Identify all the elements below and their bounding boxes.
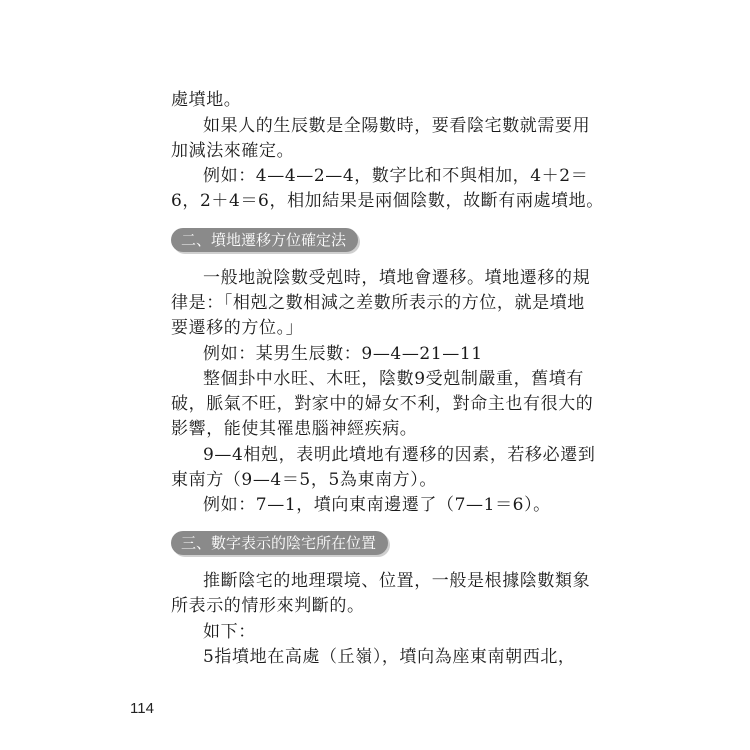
text-line: 要遷移的方位。」 xyxy=(171,318,304,338)
text-line: 東南方（9—4＝5，5為東南方）。 xyxy=(171,470,437,490)
text-line: 9—4相剋，表明此墳地有遷移的因素，若移必遷到 xyxy=(203,445,596,465)
text-line: 推斷陰宅的地理環境、位置，一般是根據陰數類象 xyxy=(203,571,591,591)
section-heading-3: 三、數字表示的陰宅所在位置 xyxy=(171,531,388,555)
section-heading-2: 二、墳地遷移方位確定法 xyxy=(171,228,358,252)
text-line: 例如：4—4—2—4，數字比和不與相加，4＋2＝ xyxy=(203,166,589,186)
text-line: 如下： xyxy=(203,622,256,642)
text-line: 5指墳地在高處（丘嶺），墳向為座東南朝西北， xyxy=(203,647,576,667)
text-line: 一般地說陰數受剋時，墳地會遷移。墳地遷移的規 xyxy=(203,268,591,288)
text-line: 整個卦中水旺、木旺，陰數9受剋制嚴重，舊墳有 xyxy=(203,369,585,389)
text-line: 所表示的情形來判斷的。 xyxy=(171,596,365,616)
text-line: 如果人的生辰數是全陽數時，要看陰宅數就需要用 xyxy=(203,116,591,136)
page-number: 114 xyxy=(130,700,154,717)
text-line: 處墳地。 xyxy=(171,90,242,110)
text-line: 加減法來確定。 xyxy=(171,141,295,161)
text-line: 律是：「相剋之數相減之差數所表示的方位，就是墳地 xyxy=(171,293,585,313)
text-line: 6，2＋4＝6，相加結果是兩個陰數，故斷有兩處墳地。 xyxy=(171,191,604,211)
text-line: 影響，能使其罹患腦神經疾病。 xyxy=(171,419,418,439)
text-line: 破，脈氣不旺，對家中的婦女不利，對命主也有很大的 xyxy=(171,394,594,414)
text-line: 例如：某男生辰數：9—4—21—11 xyxy=(203,344,483,364)
text-line: 例如：7—1，墳向東南邊遷了（7—1＝6）。 xyxy=(203,495,551,515)
